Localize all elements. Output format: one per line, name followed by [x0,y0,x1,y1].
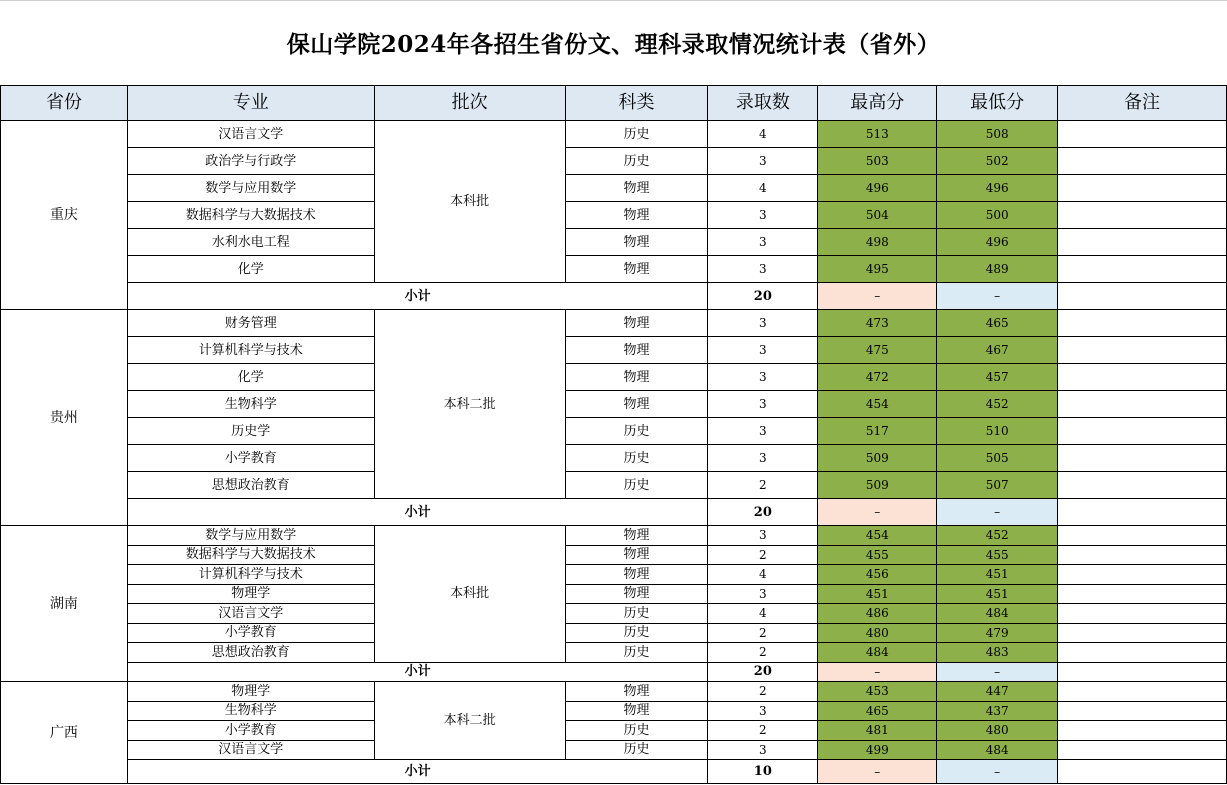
note-cell [1058,418,1227,445]
note-cell [1058,623,1227,643]
table-row [1,256,1227,283]
subject-cell: 物理 [565,565,708,585]
max-score-cell: 454 [818,391,937,418]
note-cell [1058,643,1227,663]
table-row [1,148,1227,175]
note-cell [1058,445,1227,472]
max-score-cell: 473 [818,310,937,337]
max-score-cell: 509 [818,445,937,472]
max-score-cell: 513 [818,121,937,148]
count-cell: 2 [708,643,818,663]
min-score-cell: 496 [937,175,1058,202]
subtotal-max-score: – [818,760,937,784]
subject-cell: 历史 [565,623,708,643]
subject-cell: 历史 [565,740,708,760]
subject-cell: 历史 [565,121,708,148]
header-note: 备注 [1058,86,1227,121]
subject-cell: 历史 [565,721,708,741]
major-cell: 政治学与行政学 [127,148,374,175]
major-cell: 生物科学 [127,701,374,721]
table-row [1,545,1227,565]
count-cell: 3 [708,310,818,337]
table-row [1,526,1227,546]
subtotal-note [1058,283,1227,310]
table-row [1,565,1227,585]
subtotal-label: 小计 [127,662,708,682]
major-cell: 思想政治教育 [127,472,374,499]
min-score-cell: 508 [937,121,1058,148]
subject-cell: 物理 [565,175,708,202]
major-cell: 数据科学与大数据技术 [127,545,374,565]
table-row [1,310,1227,337]
subtotal-note [1058,499,1227,526]
subject-cell: 物理 [565,701,708,721]
count-cell: 3 [708,337,818,364]
subtotal-min-score: – [937,283,1058,310]
count-cell: 2 [708,472,818,499]
subject-cell: 物理 [565,584,708,604]
subtotal-min-score: – [937,499,1058,526]
major-cell: 化学 [127,364,374,391]
table-row [1,337,1227,364]
min-score-cell: 489 [937,256,1058,283]
header-row [1,86,1227,121]
major-cell: 历史学 [127,418,374,445]
subtotal-note [1058,662,1227,682]
min-score-cell: 480 [937,721,1058,741]
subject-cell: 历史 [565,445,708,472]
province-cell: 广西 [1,682,128,784]
max-score-cell: 475 [818,337,937,364]
table-row [1,121,1227,148]
max-score-cell: 499 [818,740,937,760]
max-score-cell: 496 [818,175,937,202]
subject-cell: 历史 [565,418,708,445]
note-cell [1058,526,1227,546]
table-body [1,121,1227,784]
table-row [1,721,1227,741]
subtotal-label: 小计 [127,499,708,526]
min-score-cell: 483 [937,643,1058,663]
table-row [1,643,1227,663]
subject-cell: 历史 [565,148,708,175]
table-row [1,364,1227,391]
note-cell [1058,121,1227,148]
max-score-cell: 481 [818,721,937,741]
note-cell [1058,202,1227,229]
subtotal-row [1,760,1227,784]
note-cell [1058,721,1227,741]
min-score-cell: 437 [937,701,1058,721]
subject-cell: 物理 [565,256,708,283]
min-score-cell: 484 [937,740,1058,760]
batch-cell: 本科批 [374,526,565,663]
note-cell [1058,740,1227,760]
major-cell: 汉语言文学 [127,604,374,624]
subject-cell: 物理 [565,364,708,391]
header-batch: 批次 [374,86,565,121]
max-score-cell: 498 [818,229,937,256]
note-cell [1058,256,1227,283]
max-score-cell: 456 [818,565,937,585]
subject-cell: 物理 [565,682,708,702]
count-cell: 2 [708,623,818,643]
header-min-score: 最低分 [937,86,1058,121]
province-cell: 贵州 [1,310,128,526]
min-score-cell: 451 [937,565,1058,585]
note-cell [1058,682,1227,702]
table-row [1,740,1227,760]
subtotal-min-score: – [937,662,1058,682]
count-cell: 3 [708,202,818,229]
header-major: 专业 [127,86,374,121]
province-cell: 重庆 [1,121,128,310]
subject-cell: 物理 [565,310,708,337]
min-score-cell: 505 [937,445,1058,472]
major-cell: 数学与应用数学 [127,526,374,546]
max-score-cell: 472 [818,364,937,391]
note-cell [1058,584,1227,604]
subject-cell: 物理 [565,202,708,229]
min-score-cell: 507 [937,472,1058,499]
min-score-cell: 479 [937,623,1058,643]
major-cell: 小学教育 [127,445,374,472]
note-cell [1058,364,1227,391]
count-cell: 2 [708,545,818,565]
count-cell: 4 [708,565,818,585]
table-row [1,584,1227,604]
table-row [1,604,1227,624]
subtotal-count: 20 [708,499,818,526]
major-cell: 生物科学 [127,391,374,418]
major-cell: 汉语言文学 [127,740,374,760]
note-cell [1058,310,1227,337]
page-title: 保山学院2024年各招生省份文、理科录取情况统计表（省外） [286,31,941,58]
min-score-cell: 447 [937,682,1058,702]
table-row [1,682,1227,702]
count-cell: 3 [708,445,818,472]
count-cell: 3 [708,584,818,604]
subtotal-max-score: – [818,283,937,310]
subject-cell: 物理 [565,229,708,256]
min-score-cell: 457 [937,364,1058,391]
max-score-cell: 495 [818,256,937,283]
note-cell [1058,472,1227,499]
major-cell: 水利水电工程 [127,229,374,256]
max-score-cell: 509 [818,472,937,499]
note-cell [1058,604,1227,624]
note-cell [1058,545,1227,565]
major-cell: 物理学 [127,682,374,702]
max-score-cell: 504 [818,202,937,229]
min-score-cell: 502 [937,148,1058,175]
subject-cell: 物理 [565,526,708,546]
count-cell: 3 [708,364,818,391]
province-cell: 湖南 [1,526,128,682]
header-count: 录取数 [708,86,818,121]
subtotal-count: 20 [708,662,818,682]
table-row [1,445,1227,472]
major-cell: 财务管理 [127,310,374,337]
top-border-line [0,0,1227,1]
subtotal-row [1,499,1227,526]
note-cell [1058,148,1227,175]
subtotal-row [1,283,1227,310]
major-cell: 物理学 [127,584,374,604]
subtotal-max-score: – [818,662,937,682]
min-score-cell: 500 [937,202,1058,229]
note-cell [1058,175,1227,202]
count-cell: 3 [708,526,818,546]
subtotal-label: 小计 [127,283,708,310]
table-row [1,202,1227,229]
max-score-cell: 453 [818,682,937,702]
min-score-cell: 465 [937,310,1058,337]
subtotal-count: 10 [708,760,818,784]
count-cell: 3 [708,229,818,256]
count-cell: 3 [708,418,818,445]
table-row [1,391,1227,418]
min-score-cell: 496 [937,229,1058,256]
note-cell [1058,229,1227,256]
admission-table [0,85,1227,784]
major-cell: 化学 [127,256,374,283]
table-row [1,175,1227,202]
max-score-cell: 451 [818,584,937,604]
table-row [1,229,1227,256]
max-score-cell: 503 [818,148,937,175]
count-cell: 4 [708,175,818,202]
subject-cell: 物理 [565,337,708,364]
max-score-cell: 486 [818,604,937,624]
count-cell: 3 [708,256,818,283]
major-cell: 小学教育 [127,623,374,643]
min-score-cell: 510 [937,418,1058,445]
major-cell: 计算机科学与技术 [127,565,374,585]
table-row [1,623,1227,643]
count-cell: 4 [708,121,818,148]
note-cell [1058,565,1227,585]
major-cell: 汉语言文学 [127,121,374,148]
subject-cell: 物理 [565,545,708,565]
max-score-cell: 454 [818,526,937,546]
subtotal-min-score: – [937,760,1058,784]
min-score-cell: 467 [937,337,1058,364]
major-cell: 思想政治教育 [127,643,374,663]
subject-cell: 历史 [565,472,708,499]
min-score-cell: 455 [937,545,1058,565]
max-score-cell: 484 [818,643,937,663]
count-cell: 3 [708,740,818,760]
min-score-cell: 452 [937,391,1058,418]
major-cell: 小学教育 [127,721,374,741]
batch-cell: 本科二批 [374,682,565,760]
subject-cell: 历史 [565,643,708,663]
min-score-cell: 451 [937,584,1058,604]
table-row [1,472,1227,499]
max-score-cell: 465 [818,701,937,721]
max-score-cell: 480 [818,623,937,643]
max-score-cell: 455 [818,545,937,565]
max-score-cell: 517 [818,418,937,445]
count-cell: 2 [708,682,818,702]
header-province: 省份 [1,86,128,121]
subtotal-note [1058,760,1227,784]
count-cell: 3 [708,701,818,721]
major-cell: 计算机科学与技术 [127,337,374,364]
subject-cell: 物理 [565,391,708,418]
table-row [1,418,1227,445]
note-cell [1058,337,1227,364]
note-cell [1058,701,1227,721]
subject-cell: 历史 [565,604,708,624]
min-score-cell: 452 [937,526,1058,546]
count-cell: 3 [708,391,818,418]
table-row [1,701,1227,721]
header-subject: 科类 [565,86,708,121]
header-max-score: 最高分 [818,86,937,121]
subtotal-row [1,662,1227,682]
major-cell: 数学与应用数学 [127,175,374,202]
note-cell [1058,391,1227,418]
batch-cell: 本科二批 [374,310,565,499]
subtotal-count: 20 [708,283,818,310]
subtotal-label: 小计 [127,760,708,784]
count-cell: 2 [708,721,818,741]
count-cell: 4 [708,604,818,624]
major-cell: 数据科学与大数据技术 [127,202,374,229]
min-score-cell: 484 [937,604,1058,624]
batch-cell: 本科批 [374,121,565,283]
subtotal-max-score: – [818,499,937,526]
count-cell: 3 [708,148,818,175]
